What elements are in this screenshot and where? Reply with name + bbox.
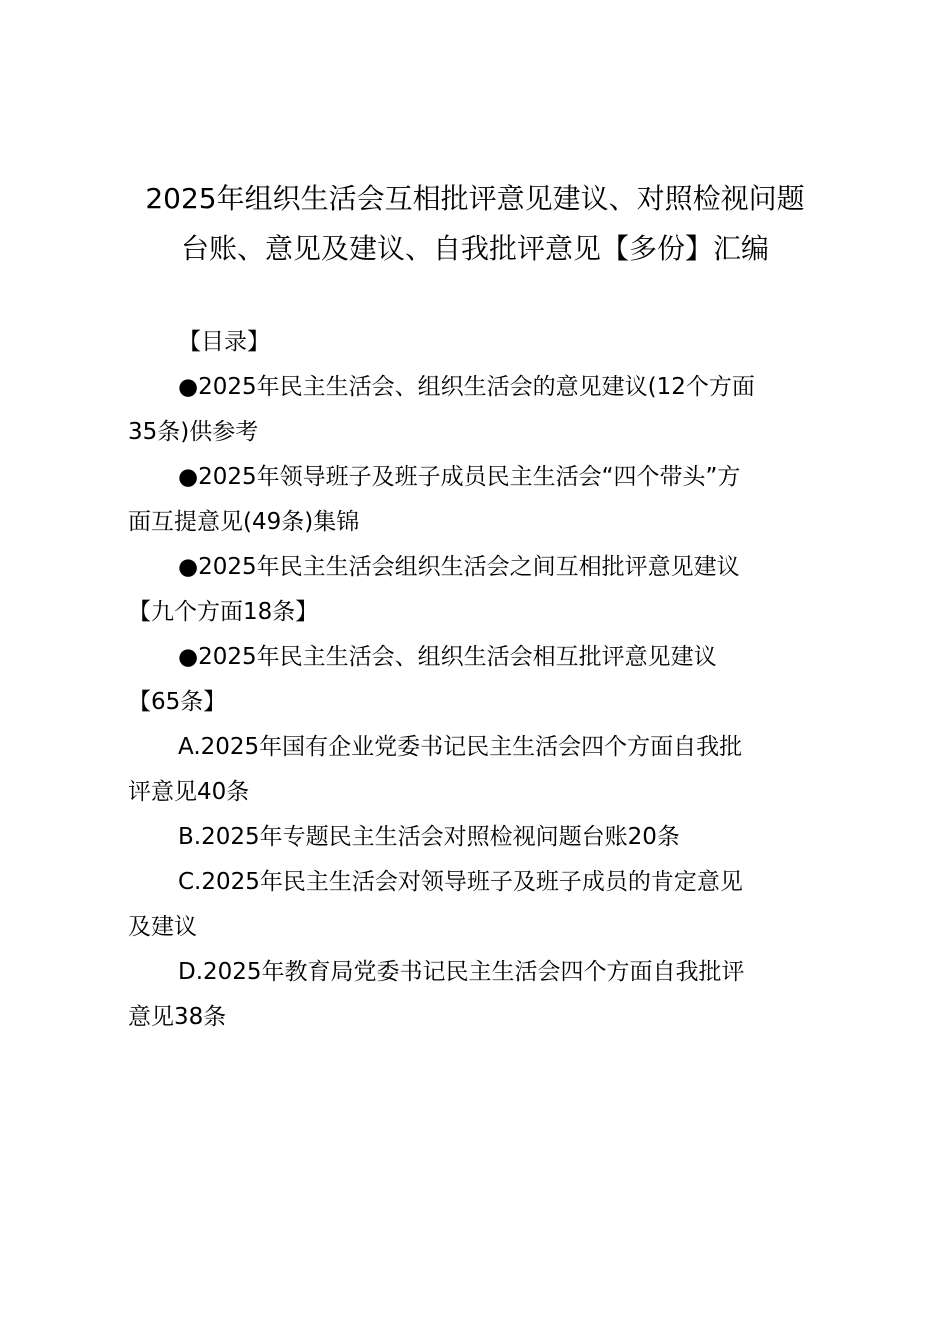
- toc-item-line: ●2025年民主生活会、组织生活会的意见建议(12个方面: [178, 374, 755, 400]
- table-of-contents: [128, 320, 833, 1040]
- toc-item-line: ●2025年领导班子及班子成员民主生活会“四个带头”方: [178, 464, 741, 490]
- toc-item-line: 【65条】: [128, 689, 227, 715]
- toc-item: [128, 860, 833, 950]
- toc-item: [128, 635, 833, 725]
- toc-item-line: 【九个方面18条】: [128, 599, 319, 625]
- toc-item-line: C.2025年民主生活会对领导班子及班子成员的肯定意见: [178, 869, 743, 895]
- toc-item: [128, 950, 833, 1040]
- toc-item-line: B.2025年专题民主生活会对照检视问题台账20条: [178, 824, 680, 850]
- toc-item: [128, 815, 833, 860]
- toc-item-line: 面互提意见(49条)集锦: [128, 509, 360, 535]
- toc-item: [128, 725, 833, 815]
- toc-item-line: A.2025年国有企业党委书记民主生活会四个方面自我批: [178, 734, 743, 760]
- toc-item-line: 及建议: [128, 914, 197, 940]
- title-line-2: 台账、意见及建议、自我批评意见【多份】汇编: [180, 232, 769, 265]
- toc-item-line: 评意见40条: [128, 779, 250, 805]
- toc-item-line: ●2025年民主生活会组织生活会之间互相批评意见建议: [178, 554, 740, 580]
- title-line-1: 2025年组织生活会互相批评意见建议、对照检视问题: [145, 182, 805, 215]
- toc-item: [128, 545, 833, 635]
- toc-item: [128, 455, 833, 545]
- toc-item-line: ●2025年民主生活会、组织生活会相互批评意见建议: [178, 644, 717, 670]
- toc-item-line: D.2025年教育局党委书记民主生活会四个方面自我批评: [178, 959, 745, 985]
- toc-item-line: 意见38条: [128, 1004, 227, 1030]
- toc-item-line: 35条)供参考: [128, 419, 259, 445]
- document-title: [100, 174, 850, 274]
- toc-item: [128, 365, 833, 455]
- toc-heading: [128, 320, 833, 365]
- toc-heading-text: 【目录】: [178, 329, 270, 355]
